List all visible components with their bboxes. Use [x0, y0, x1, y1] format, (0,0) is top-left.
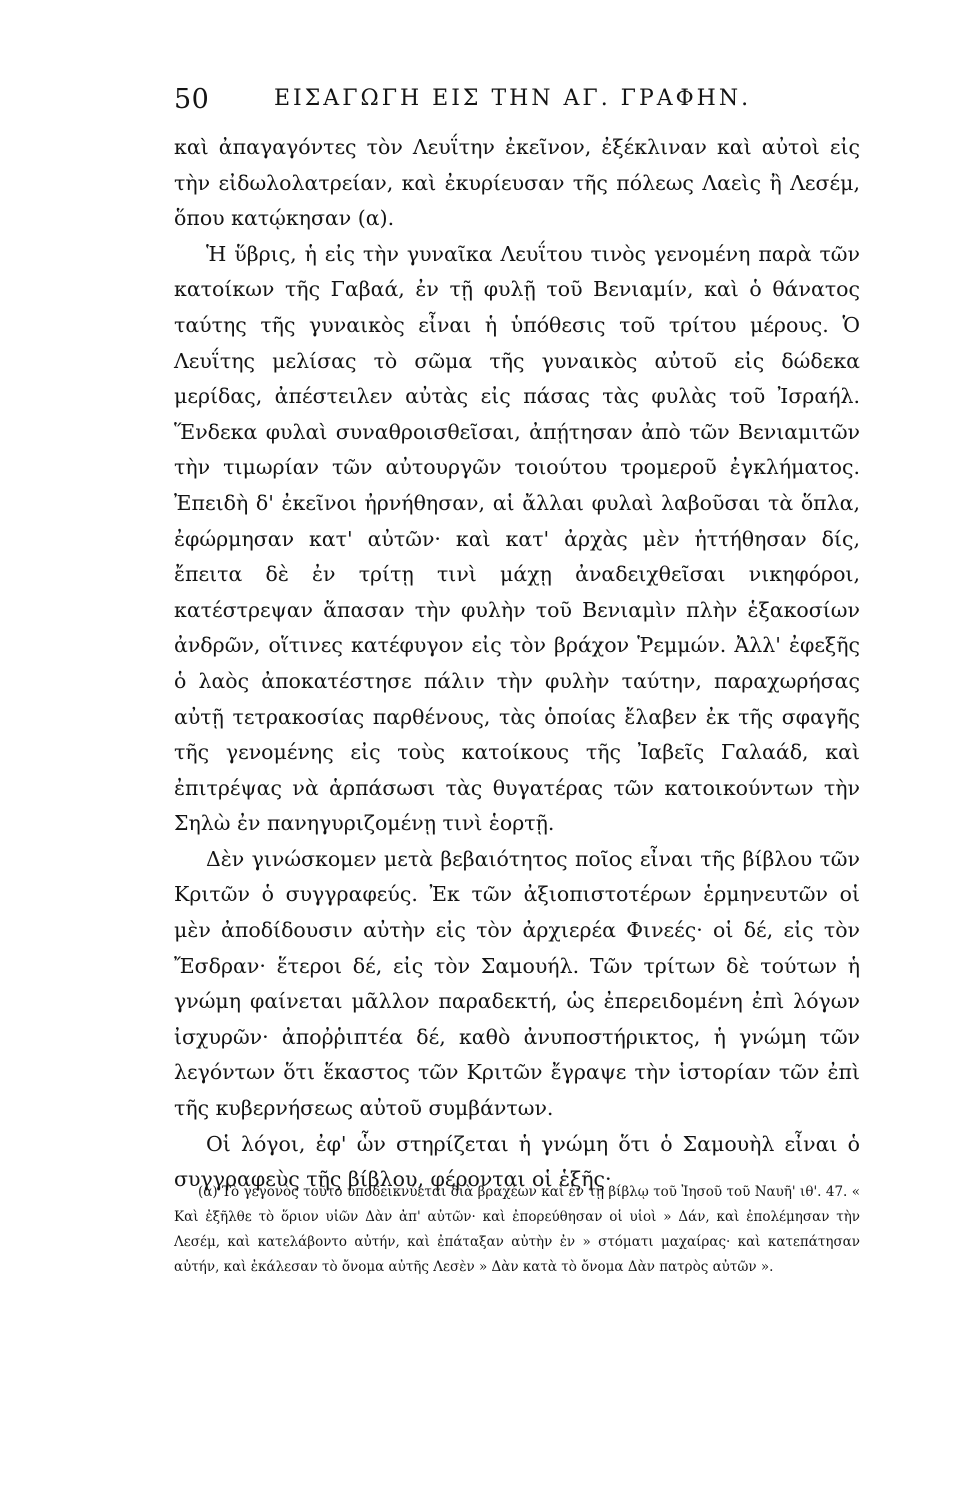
paragraph: Οἱ λόγοι, ἐφ' ὧν στηρίζεται ἡ γνώμη ὅτι ὁ Σαμουὴλ εἶναι ὁ συγγραφεὺς τῆς βίβλου, φέρονται οἱ ἑξῆς· — [174, 1131, 860, 1192]
page-header — [174, 84, 860, 124]
footnote-text: (α) Τὸ γεγονὸς τοῦτο ὑποδεικνύεται διὰ βραχέων καὶ ἐν τῇ βίβλῳ τοῦ Ἰησοῦ τοῦ Ναυῆ' ιθ'. 47. « Καὶ ἐξῆλθε τὸ ὅριον υἱῶν Δὰν ἀπ' αὐτῶν· καὶ ἐπορεύθησαν οἱ υἱοὶ » Δάν, καὶ ἐπολέμησαν τὴν Λεσέμ, καὶ κατελάβοντο αὐτήν, καὶ ἐπάταξαν αὐτὴν ἐν » στόματι μαχαίρας· καὶ κατεπάτησαν αὐτήν, καὶ ἐκάλεσαν τὸ ὄνομα αὐτῆς Λεσὲν » Δὰν κατὰ τὸ ὄνομα Δὰν πατρὸς αὐτῶν ». — [174, 1184, 860, 1275]
paragraph: Δὲν γινώσκομεν μετὰ βεβαιότητος ποῖος εἶναι τῆς βίβλου τῶν Κριτῶν ὁ συγγραφεύς. Ἐκ τῶν ἀξιοπιστοτέρων ἑρμηνευτῶν οἱ μὲν ἀποδίδουσιν αὐτὴν εἰς τὸν ἀρχιερέα Φινεές· οἱ δέ, εἰς τὸν Ἔσδραν· ἕτεροι δέ, εἰς τὸν Σαμουήλ. Τῶν τρίτων δὲ τούτων ἡ γνώμη φαίνεται μᾶλλον παραδεκτή, ὡς ἐπερειδομένη ἐπὶ λόγων ἰσχυρῶν· ἀποῤῥιπτέα δέ, καθὸ ἀνυποστήρικτος, ἡ γνώμη τῶν λεγόντων ὅτι ἕκαστος τῶν Κριτῶν ἔγραψε τὴν ἱστορίαν τῶν ἐπὶ τῆς κυβερνήσεως αὐτοῦ συμβάντων. — [174, 846, 860, 1121]
running-title: ΕΙΣΑΓΩΓΗ ΕΙΣ ΤΗΝ ΑΓ. ΓΡΑΦΗΝ. — [274, 86, 752, 111]
page-number: 50 — [174, 84, 210, 115]
main-text — [174, 130, 860, 1198]
paragraph: καὶ ἀπαγαγόντες τὸν Λευΐτην ἐκεῖνον, ἐξέκλιναν καὶ αὐτοὶ εἰς τὴν εἰδωλολατρείαν, καὶ ἐκυρίευσαν τῆς πόλεως Λαεὶς ἢ Λεσέμ, ὅπου κατῴκησαν (α). — [174, 135, 860, 231]
paragraph: Ἡ ὕβρις, ἡ εἰς τὴν γυναῖκα Λευΐτου τινὸς γενομένη παρὰ τῶν κατοίκων τῆς Γαβαά, ἐν τῇ φυλῇ τοῦ Βενιαμίν, καὶ ὁ θάνατος ταύτης τῆς γυναικὸς εἶναι ἡ ὑπόθεσις τοῦ τρίτου μέρους. Ὁ Λευΐτης μελίσας τὸ σῶμα τῆς γυναικὸς αὐτοῦ εἰς δώδεκα μερίδας, ἀπέστειλεν αὐτὰς εἰς πάσας τὰς φυλὰς τοῦ Ἰσραήλ. Ἕνδεκα φυλαὶ συναθροισθεῖσαι, ἀπῄτησαν ἀπὸ τῶν Βενιαμιτῶν τὴν τιμωρίαν τῶν αὐτουργῶν τοιούτου τρομεροῦ ἐγκλήματος. Ἐπειδὴ δ' ἐκεῖνοι ἠρνήθησαν, αἱ ἄλλαι φυλαὶ λαβοῦσαι τὰ ὅπλα, ἐφώρμησαν κατ' αὐτῶν· καὶ κατ' ἀρχὰς μὲν ἡττήθησαν δίς, ἔπειτα δὲ ἐν τρίτῃ τινὶ μάχῃ ἀναδειχθεῖσαι νικηφόροι, κατέστρεψαν ἅπασαν τὴν φυλὴν τοῦ Βενιαμὶν πλὴν ἑξακοσίων ἀνδρῶν, οἵτινες κατέφυγον εἰς τὸν βράχον Ῥεμμών. Ἀλλ' ἐφεξῆς ὁ λαὸς ἀποκατέστησε πάλιν τὴν φυλὴν ταύτην, παραχωρήσας αὐτῇ τετρακοσίας παρθένους, τὰς ὁποίας ἔλαβεν ἐκ τῆς σφαγῆς τῆς γενομένης εἰς τοὺς κατοίκους τῆς Ἰαβεῖς Γαλαάδ, καὶ ἐπιτρέψας νὰ ἁρπάσωσι τὰς θυγατέρας τῶν κατοικούντων τὴν Σηλὼ ἐν πανηγυριζομένῃ τινὶ ἑορτῇ. — [174, 241, 860, 836]
footnote — [174, 1180, 860, 1280]
